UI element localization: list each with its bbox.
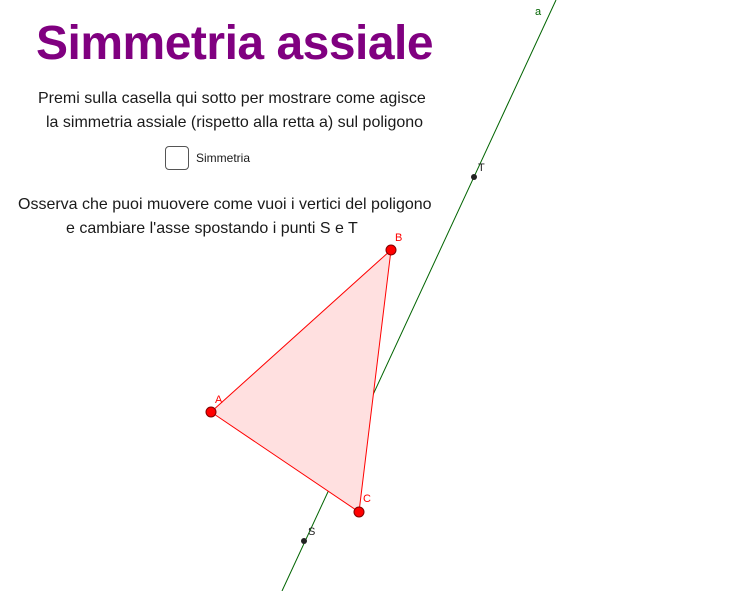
vertex-a-label: A xyxy=(215,394,223,406)
axis-line-a[interactable] xyxy=(282,0,556,591)
vertex-c-label: C xyxy=(363,493,371,505)
axis-point-t-label: T xyxy=(478,162,485,174)
vertex-a[interactable] xyxy=(206,407,216,417)
triangle-polygon[interactable] xyxy=(211,250,391,512)
vertex-b[interactable] xyxy=(386,245,396,255)
vertex-c[interactable] xyxy=(354,507,364,517)
instruction-line-3: Osserva che puoi muovere come vuoi i vertici del poligono xyxy=(18,196,432,213)
axis-point-s[interactable] xyxy=(301,538,307,544)
instruction-line-4: e cambiare l'asse spostando i punti S e T xyxy=(66,220,358,237)
axis-point-t[interactable] xyxy=(471,174,477,180)
instruction-line-1: Premi sulla casella qui sotto per mostrare come agisce xyxy=(38,90,426,107)
vertex-b-label: B xyxy=(395,232,403,244)
instruction-line-2: la simmetria assiale (rispetto alla retta a) sul poligono xyxy=(46,114,424,131)
simmetria-checkbox-label[interactable]: Simmetria xyxy=(196,151,251,165)
axis-line-label: a xyxy=(535,6,542,18)
axis-point-s-label: S xyxy=(308,526,316,538)
page-title: Simmetria assiale xyxy=(36,17,434,70)
